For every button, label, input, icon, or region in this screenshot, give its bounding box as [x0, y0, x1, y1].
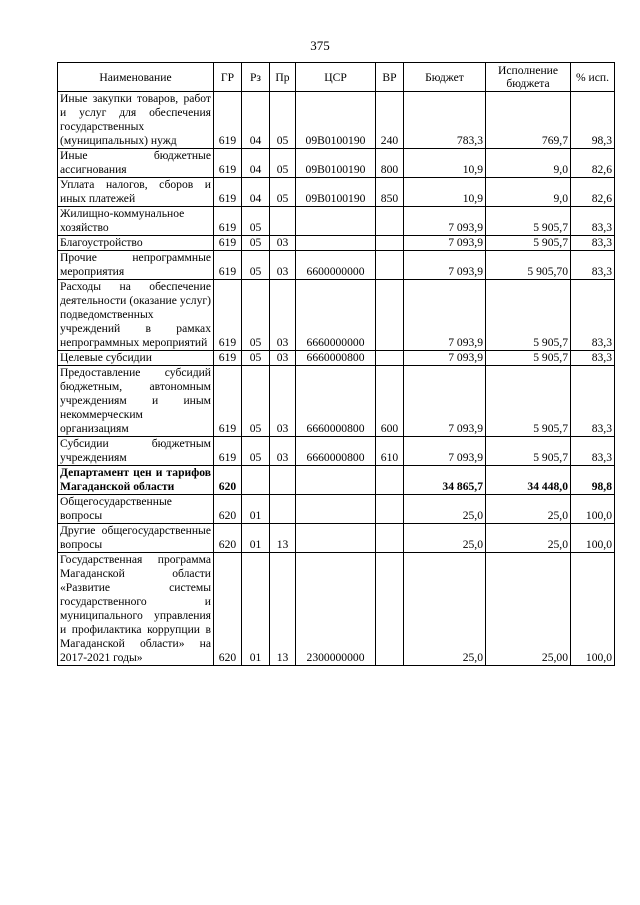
- row-csr: 2300000000: [296, 553, 376, 666]
- row-gr: 620: [214, 553, 242, 666]
- row-rz: 04: [242, 92, 270, 149]
- row-pr: 03: [270, 280, 296, 351]
- row-budget: 7 093,9: [404, 366, 486, 437]
- row-execution: 5 905,7: [486, 207, 571, 236]
- row-name: Уплата налогов, сборов и иных платежей: [58, 178, 214, 207]
- row-name: Государственная программа Магаданской области «Развитие системы государственного и муниципального управления и профилактика коррупции в Магаданской области» на 2017-2021 годы»: [58, 553, 214, 666]
- row-name: Благоустройство: [58, 236, 214, 251]
- row-vr: [376, 553, 404, 666]
- row-pr: [270, 207, 296, 236]
- row-csr: 6660000000: [296, 280, 376, 351]
- row-vr: [376, 524, 404, 553]
- row-gr: 619: [214, 280, 242, 351]
- row-budget: 7 093,9: [404, 251, 486, 280]
- row-pr: 03: [270, 437, 296, 466]
- row-pr: 03: [270, 366, 296, 437]
- row-rz: 05: [242, 351, 270, 366]
- row-name: Жилищно-коммунальное хозяйство: [58, 207, 214, 236]
- row-name: Другие общегосударственные вопросы: [58, 524, 214, 553]
- budget-table: [57, 62, 615, 666]
- table-row: [58, 280, 615, 351]
- row-pr: [270, 466, 296, 495]
- header-name: Наименование: [58, 63, 214, 92]
- row-execution: 5 905,7: [486, 351, 571, 366]
- row-rz: 05: [242, 207, 270, 236]
- header-rz: Рз: [242, 63, 270, 92]
- table-row: [58, 92, 615, 149]
- row-rz: 05: [242, 366, 270, 437]
- row-csr: [296, 524, 376, 553]
- header-gr: ГР: [214, 63, 242, 92]
- row-gr: 619: [214, 351, 242, 366]
- header-vr: ВР: [376, 63, 404, 92]
- header-csr: ЦСР: [296, 63, 376, 92]
- row-percent: 82,6: [571, 178, 615, 207]
- row-vr: 610: [376, 437, 404, 466]
- row-rz: 05: [242, 236, 270, 251]
- row-name: Общегосударственные вопросы: [58, 495, 214, 524]
- table-row: [58, 524, 615, 553]
- row-gr: 619: [214, 236, 242, 251]
- row-rz: 01: [242, 553, 270, 666]
- row-csr: 6600000000: [296, 251, 376, 280]
- row-gr: 619: [214, 437, 242, 466]
- row-csr: 09В0100190: [296, 149, 376, 178]
- row-budget: 783,3: [404, 92, 486, 149]
- row-csr: 6660000800: [296, 437, 376, 466]
- row-execution: 5 905,70: [486, 251, 571, 280]
- row-percent: 100,0: [571, 553, 615, 666]
- row-vr: [376, 280, 404, 351]
- row-rz: [242, 466, 270, 495]
- row-vr: [376, 495, 404, 524]
- row-budget: 7 093,9: [404, 207, 486, 236]
- table-row: [58, 495, 615, 524]
- row-rz: 04: [242, 149, 270, 178]
- row-execution: 769,7: [486, 92, 571, 149]
- header-percent: % исп.: [571, 63, 615, 92]
- row-gr: 620: [214, 466, 242, 495]
- row-budget: 7 093,9: [404, 236, 486, 251]
- row-rz: 05: [242, 280, 270, 351]
- row-name: Расходы на обеспечение деятельности (оказание услуг) подведомственных учреждений в рамках непрограммных мероприятий: [58, 280, 214, 351]
- row-rz: 05: [242, 251, 270, 280]
- row-name: Иные бюджетные ассигнования: [58, 149, 214, 178]
- row-csr: 09В0100190: [296, 178, 376, 207]
- row-rz: 05: [242, 437, 270, 466]
- row-gr: 619: [214, 92, 242, 149]
- header-pr: Пр: [270, 63, 296, 92]
- row-execution: 9,0: [486, 149, 571, 178]
- table-row: [58, 553, 615, 666]
- table-row: [58, 466, 615, 495]
- row-vr: [376, 251, 404, 280]
- row-pr: 13: [270, 524, 296, 553]
- row-percent: 82,6: [571, 149, 615, 178]
- row-gr: 619: [214, 366, 242, 437]
- row-vr: [376, 207, 404, 236]
- row-csr: 09В0100190: [296, 92, 376, 149]
- header-execution: Исполнение бюджета: [486, 63, 571, 92]
- row-budget: 34 865,7: [404, 466, 486, 495]
- row-name: Департамент цен и тарифов Магаданской области: [58, 466, 214, 495]
- row-vr: 800: [376, 149, 404, 178]
- row-vr: [376, 236, 404, 251]
- row-execution: 5 905,7: [486, 280, 571, 351]
- row-budget: 25,0: [404, 524, 486, 553]
- row-budget: 10,9: [404, 178, 486, 207]
- table-row: [58, 207, 615, 236]
- table-row: [58, 351, 615, 366]
- row-budget: 7 093,9: [404, 351, 486, 366]
- row-budget: 7 093,9: [404, 437, 486, 466]
- table-row: [58, 251, 615, 280]
- row-pr: [270, 495, 296, 524]
- row-csr: [296, 466, 376, 495]
- table-row: [58, 437, 615, 466]
- row-execution: 5 905,7: [486, 366, 571, 437]
- row-percent: 83,3: [571, 366, 615, 437]
- row-pr: 03: [270, 251, 296, 280]
- row-pr: 03: [270, 351, 296, 366]
- row-budget: 10,9: [404, 149, 486, 178]
- row-percent: 100,0: [571, 524, 615, 553]
- row-csr: [296, 495, 376, 524]
- row-budget: 7 093,9: [404, 280, 486, 351]
- row-vr: [376, 351, 404, 366]
- row-gr: 619: [214, 207, 242, 236]
- row-pr: 03: [270, 236, 296, 251]
- row-pr: 05: [270, 178, 296, 207]
- row-vr: 850: [376, 178, 404, 207]
- row-csr: [296, 236, 376, 251]
- row-vr: [376, 466, 404, 495]
- row-gr: 619: [214, 251, 242, 280]
- row-name: Прочие непрограммные мероприятия: [58, 251, 214, 280]
- row-rz: 04: [242, 178, 270, 207]
- row-budget: 25,0: [404, 553, 486, 666]
- row-gr: 620: [214, 524, 242, 553]
- page-number: 375: [310, 38, 330, 53]
- row-csr: 6660000800: [296, 351, 376, 366]
- row-gr: 619: [214, 178, 242, 207]
- row-execution: 9,0: [486, 178, 571, 207]
- row-percent: 100,0: [571, 495, 615, 524]
- row-pr: 13: [270, 553, 296, 666]
- row-gr: 619: [214, 149, 242, 178]
- row-name: Предоставление субсидий бюджетным, автономным учреждениям и иным некоммерческим организациям: [58, 366, 214, 437]
- table-row: [58, 149, 615, 178]
- row-percent: 83,3: [571, 280, 615, 351]
- row-gr: 620: [214, 495, 242, 524]
- row-name: Иные закупки товаров, работ и услуг для обеспечения государственных (муниципальных) нужд: [58, 92, 214, 149]
- row-rz: 01: [242, 524, 270, 553]
- row-percent: 83,3: [571, 351, 615, 366]
- row-percent: 83,3: [571, 236, 615, 251]
- row-percent: 83,3: [571, 251, 615, 280]
- row-execution: 25,00: [486, 553, 571, 666]
- row-pr: 05: [270, 92, 296, 149]
- row-execution: 5 905,7: [486, 437, 571, 466]
- row-execution: 25,0: [486, 495, 571, 524]
- row-rz: 01: [242, 495, 270, 524]
- row-vr: 600: [376, 366, 404, 437]
- table-row: [58, 366, 615, 437]
- table-row: [58, 178, 615, 207]
- row-csr: 6660000800: [296, 366, 376, 437]
- row-percent: 83,3: [571, 207, 615, 236]
- row-csr: [296, 207, 376, 236]
- row-percent: 98,3: [571, 92, 615, 149]
- header-budget: Бюджет: [404, 63, 486, 92]
- row-budget: 25,0: [404, 495, 486, 524]
- row-pr: 05: [270, 149, 296, 178]
- table-header-row: [58, 63, 615, 92]
- table-row: [58, 236, 615, 251]
- row-execution: 25,0: [486, 524, 571, 553]
- row-execution: 5 905,7: [486, 236, 571, 251]
- row-name: Субсидии бюджетным учреждениям: [58, 437, 214, 466]
- row-name: Целевые субсидии: [58, 351, 214, 366]
- row-execution: 34 448,0: [486, 466, 571, 495]
- row-vr: 240: [376, 92, 404, 149]
- row-percent: 83,3: [571, 437, 615, 466]
- row-percent: 98,8: [571, 466, 615, 495]
